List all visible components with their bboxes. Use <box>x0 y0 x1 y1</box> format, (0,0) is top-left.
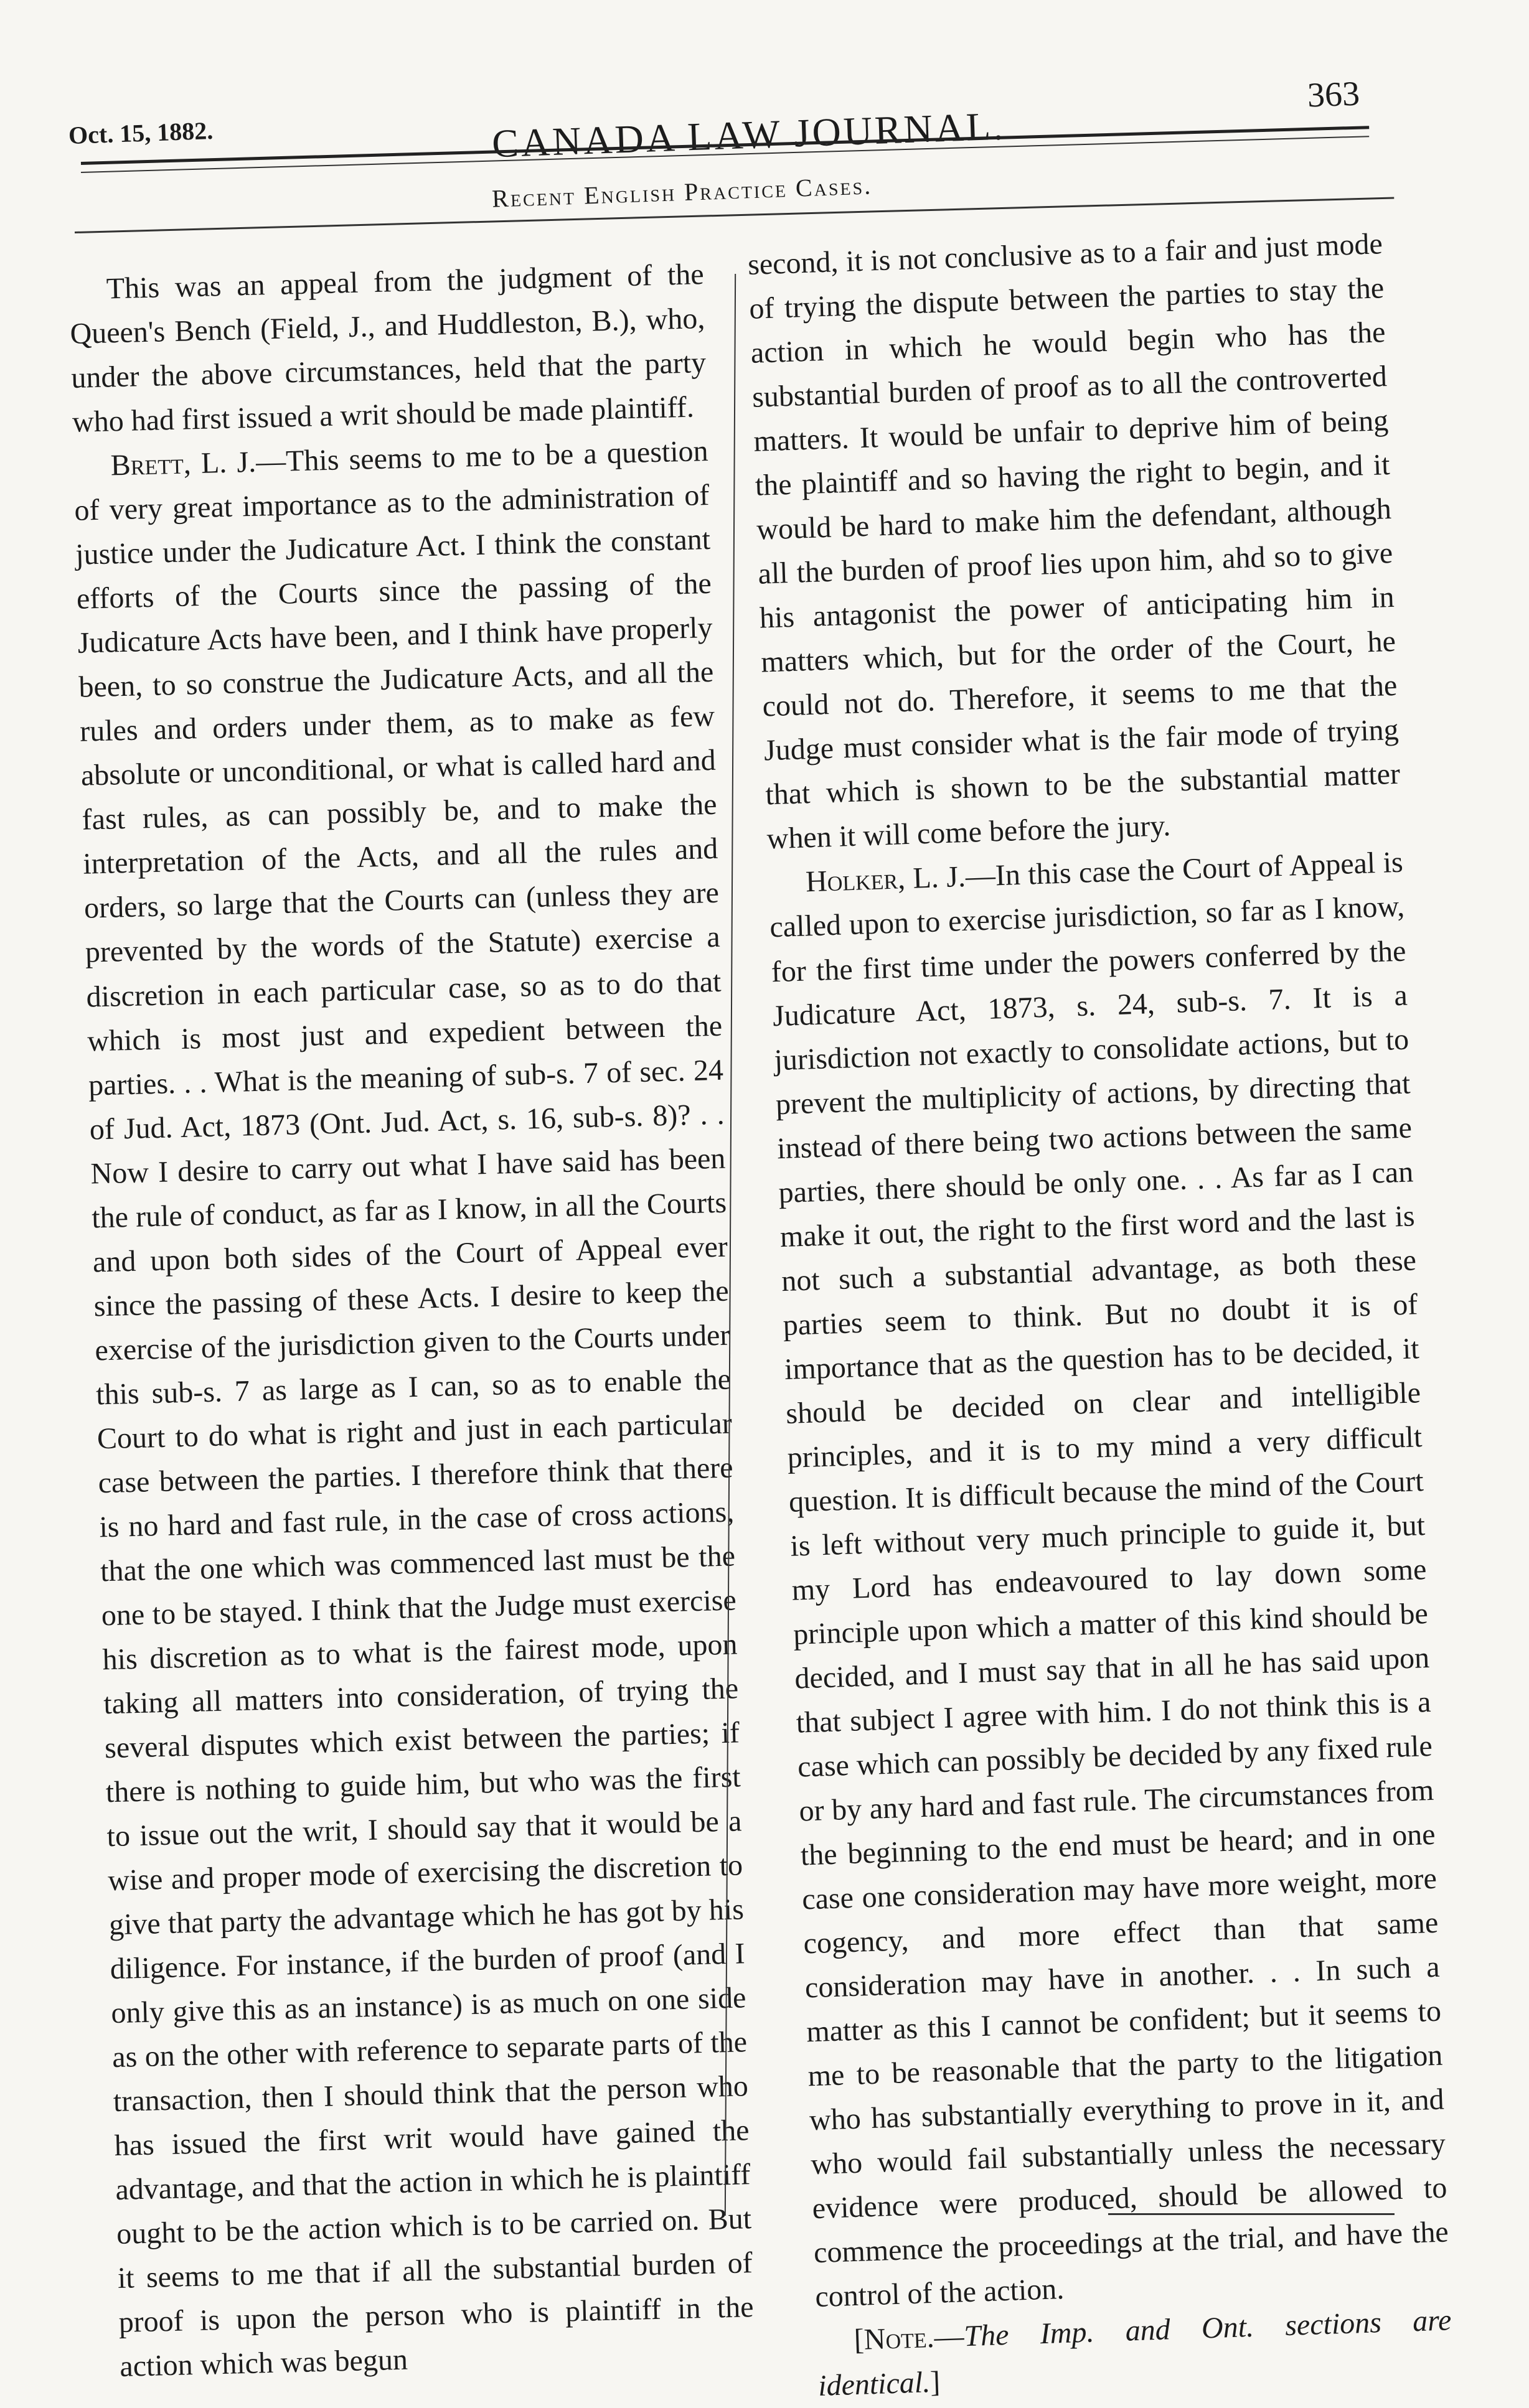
issue-date: Oct. 15, 1882. <box>68 116 214 150</box>
article-body <box>68 227 1452 2402</box>
paragraph-holker <box>768 840 1451 2320</box>
section-title: Recent English Practice Cases. <box>491 171 873 213</box>
paragraph-text: —In this case the Court of Appeal is called upon to exercise jurisdiction, so far as I know, for the first time under the powers conferred by the Judicature Act, 1873, s. 24, sub-s. 7. It is a jurisdiction not exactly to consolidate actions, but to prevent the multiplicity of actions, by directing that instead of there being two actions between the same parties, there should be only one. . . As far as I can make it out, the right to the first word and the last is not such a substantial advantage, as both these parties seem to think. But no doubt it is of importance that as the question has to be decided, it should be decided on clear and intelligible principles, and it is to my mind a very difficult question. It is difficult because the mind of the Court is left without very much principle to guide it, but my Lord has endeavoured to lay down some principle upon which a matter of this kind should be decided, and I must say that in all he has said upon that subject I agree with him. I do not think this is a case which can possibly be decided by any fixed rule or by any hard and fast rule. The circumstances from the beginning to the end must be heard; and in one case one consideration may have more weight, more cogency, and more effect than that same consideration may have in another. . . In such a matter as this I cannot be confident; but it seems to me to be reasonable that the party to the litigation who has substantially everything to prove in it, and who would fail substantially unless the necessary evidence were produced, should be allowed to commence the proceedings at the trial, and have the control of the action. <box>769 846 1449 2314</box>
journal-title: CANADA LAW JOURNAL. <box>491 103 1007 166</box>
speaker-name: Holker, L. J. <box>805 860 966 899</box>
paragraph-text: —This seems to me to be a question of very great importance as to the administration of justice under the Judicature Act. I think the constant efforts of the Courts since the passing of the Judicature Acts have been, and I think have properly been, to so construe the Judicature Acts, and all the rules and orders under them, as to make as few absolute or unconditional, or what is called hard and fast rules, as can possibly be, and to make the interpretation of the Acts, and all the rules and orders, so large that the Courts can (unless they are prevented by the words of the Statute) exercise a discretion in each particular case, so as to do that which is most just and expedient between the parties. . . What is the meaning of sub-s. 7 of sec. 24 of Jud. Act, 1873 (Ont. Jud. Act, s. 16, sub-s. 8)? . . Now I desire to carry out what I have said has been the rule of conduct, as far as I know, in all the Courts and upon both sides of the Court of Appeal ever since the passing of these Acts. I desire to keep the exercise of the jurisdiction given to the Courts under this sub-s. 7 as large as I can, so as to enable the Court to do what is right and just in each particular case between the parties. I therefore think that there is no hard and fast rule, in the case of cross actions, that the one which was commenced last must be the one to be stayed. I think that the Judge must exercise his discretion as to what is the fairest mode, upon taking all matters into consideration, of trying the several disputes which exist between the parties; if there is nothing to guide him, but who was the first to issue out the writ, I should say that it would be a wise and proper mode of exercising the discretion to give that party the advantage which he has got by his diligence. For instance, if the burden of proof (and I only give this as an instance) is as much on one side as on the other with reference to separate parts of the transaction, then I should think that the person who has issued the first writ would have gained the advantage, and that the action in which he is plaintiff ought to be the action which is to be carried on. But it seems to me that if all the substantial burden of proof is upon the person who is plaintiff in the action which was begun <box>73 434 755 2384</box>
note-close: ] <box>929 2365 941 2399</box>
left-column <box>68 252 755 2389</box>
paragraph-brett <box>73 429 755 2389</box>
footer-rule <box>1108 2213 1395 2215</box>
note-text: The Imp. and Ont. sections are identical. <box>817 2303 1452 2402</box>
speaker-name: Brett, L. J. <box>110 445 256 482</box>
page-number: 363 <box>1306 74 1361 115</box>
paragraph: second, it is not conclusive as to a fair and just mode of trying the dispute between the parties to stay the action in which he would begin who has the substantial burden of proof as to all the controverted matters. It would be unfair to deprive him of being the plaintiff and so having the right to begin, and it would be hard to make him the defendant, although all the burden of proof lies upon him, ahd so to give his antagonist the power of anticipating him in matters which, but for the order of the Court, he could not do. Therefore, it seems to me that the Judge must consider what is the fair mode of trying that which is shown to be the substantial matter when it will come before the jury. <box>747 227 1401 856</box>
note-label: [Note.— <box>853 2320 965 2357</box>
page-header <box>0 0 1529 224</box>
right-column <box>747 222 1454 2407</box>
paragraph: This was an appeal from the judgment of the Queen's Bench (Field, J., and Huddleston, B.), who, under the above circumstances, held that the party who had first issued a writ should be made plaintiff. <box>69 258 707 439</box>
